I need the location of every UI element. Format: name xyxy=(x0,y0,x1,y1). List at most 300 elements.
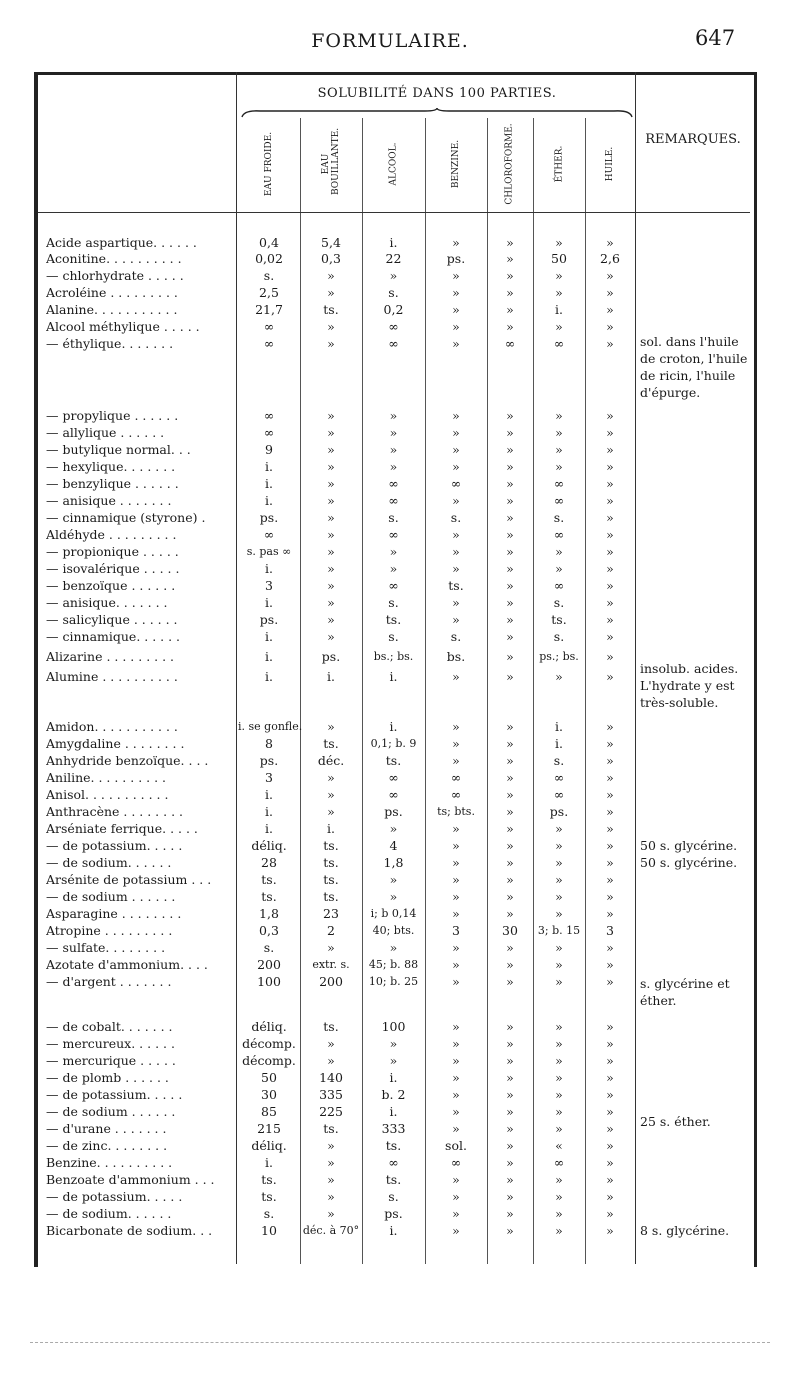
solubility-cell: » xyxy=(452,285,460,300)
solubility-cell: extr. s. xyxy=(312,958,350,971)
substance-name: — allylique . . . . . . xyxy=(46,425,165,440)
solubility-cell: 140 xyxy=(319,1070,343,1085)
solubility-cell: » xyxy=(555,1070,563,1085)
solubility-cell: s. xyxy=(263,1206,275,1221)
solubility-cell: » xyxy=(452,408,460,423)
table-row xyxy=(0,284,800,301)
solubility-cell: 30 xyxy=(502,923,518,938)
substance-name: Bicarbonate de sodium. . . xyxy=(46,1223,213,1238)
solubility-cell: 45; b. 88 xyxy=(368,958,419,971)
solubility-cell: ts. xyxy=(261,1172,277,1187)
solubility-cell: » xyxy=(606,669,614,684)
solubility-cell: ts. xyxy=(385,1172,402,1187)
solubility-cell: » xyxy=(506,1053,514,1068)
solubility-cell: i. xyxy=(265,629,273,644)
solubility-cell: » xyxy=(452,1087,460,1102)
solubility-cell: déc. à 70° xyxy=(302,1224,360,1237)
solubility-cell: » xyxy=(506,736,514,751)
solubility-cell: s. xyxy=(263,268,275,283)
solubility-cell: » xyxy=(506,442,514,457)
table-row xyxy=(0,234,800,251)
solubility-cell: » xyxy=(506,408,514,423)
solubility-cell: i. xyxy=(265,804,273,819)
solubility-cell: » xyxy=(506,669,514,684)
substance-name: Amidon. . . . . . . . . . . xyxy=(46,719,178,734)
solubility-cell: 50 xyxy=(551,251,567,266)
solubility-cell: déliq. xyxy=(251,1019,287,1034)
substance-name: Benzoate d'ammonium . . . xyxy=(46,1172,215,1187)
solubility-cell: » xyxy=(389,408,398,423)
solubility-cell: 1,8 xyxy=(383,855,404,870)
table-row xyxy=(0,1171,800,1188)
solubility-cell: » xyxy=(452,1104,460,1119)
substance-name: — mercureux. . . . . . xyxy=(46,1036,175,1051)
solubility-cell: » xyxy=(452,235,460,250)
substance-name: — de sodium. . . . . . xyxy=(46,1206,172,1221)
solubility-cell: sol. xyxy=(445,1138,467,1153)
substance-name: — de sodium. . . . . . xyxy=(46,855,172,870)
solubility-cell: » xyxy=(506,1155,514,1170)
table-row xyxy=(0,786,800,803)
solubility-cell: ∞ xyxy=(553,770,565,785)
table-row xyxy=(0,560,800,577)
solubility-cell: » xyxy=(452,493,460,508)
solubility-cell: » xyxy=(555,940,563,955)
solubility-cell: i. xyxy=(555,719,563,734)
solubility-cell: ps. xyxy=(384,1206,403,1221)
solubility-cell: » xyxy=(555,957,563,972)
solubility-cell: ∞ xyxy=(388,578,399,593)
solubility-cell: » xyxy=(327,336,335,351)
solubility-cell: » xyxy=(452,1206,460,1221)
solubility-cell: » xyxy=(606,1036,614,1051)
substance-name: Atropine . . . . . . . . . xyxy=(46,923,173,938)
solubility-cell: » xyxy=(506,1172,514,1187)
solubility-cell: » xyxy=(506,612,514,627)
solubility-cell: 50 xyxy=(261,1070,277,1085)
solubility-cell: » xyxy=(452,1121,460,1136)
solubility-cell: ∞ xyxy=(388,527,399,542)
solubility-cell: s. xyxy=(388,595,399,610)
solubility-cell: » xyxy=(327,770,335,785)
solubility-cell: « xyxy=(555,1138,563,1153)
solubility-cell: » xyxy=(606,1121,614,1136)
solubility-cell: » xyxy=(606,1138,614,1153)
substance-name: — d'urane . . . . . . . xyxy=(46,1121,167,1136)
solubility-cell: ts. xyxy=(323,872,339,887)
solubility-cell: i; b 0,14 xyxy=(370,907,417,920)
solubility-cell: » xyxy=(327,1206,335,1221)
solubility-cell: » xyxy=(555,1036,563,1051)
solubility-cell: » xyxy=(452,906,460,921)
solubility-cell: » xyxy=(327,719,335,734)
column-header: BENZINE. xyxy=(451,139,461,189)
solubility-cell: 333 xyxy=(381,1121,406,1136)
solubility-cell: » xyxy=(506,425,514,440)
table-row xyxy=(0,803,800,820)
substance-name: — anisique. . . . . . . xyxy=(46,595,168,610)
solubility-cell: » xyxy=(606,1155,614,1170)
solubility-cell: » xyxy=(389,872,398,887)
solubility-cell: » xyxy=(452,940,460,955)
solubility-cell: ts; bts. xyxy=(437,805,475,818)
solubility-cell: » xyxy=(506,1036,514,1051)
solubility-cell: » xyxy=(606,906,614,921)
solubility-cell: » xyxy=(506,753,514,768)
solubility-cell: 100 xyxy=(381,1019,406,1034)
solubility-cell: ∞ xyxy=(388,493,399,508)
column-header: ÉTHER. xyxy=(553,145,564,183)
solubility-cell: 0,02 xyxy=(255,251,283,266)
solubility-cell: » xyxy=(452,1223,460,1238)
table-row xyxy=(0,267,800,284)
solubility-cell: » xyxy=(389,1053,398,1068)
solubility-cell: s. xyxy=(388,510,399,525)
solubility-cell: ∞ xyxy=(553,1155,565,1170)
solubility-cell: » xyxy=(327,1053,335,1068)
solubility-cell: » xyxy=(606,459,614,474)
table-row xyxy=(0,407,800,424)
solubility-cell: i. xyxy=(265,821,273,836)
substance-name: Anisol. . . . . . . . . . . xyxy=(46,787,169,802)
solubility-cell: » xyxy=(327,595,335,610)
solubility-cell: ts. xyxy=(323,838,339,853)
solubility-cell: » xyxy=(389,889,398,904)
table-row xyxy=(0,250,800,267)
substance-name: — isovalérique . . . . . xyxy=(46,561,180,576)
solubility-cell: » xyxy=(606,336,614,351)
solubility-cell: ∞ xyxy=(450,770,462,785)
solubility-cell: » xyxy=(452,612,460,627)
solubility-cell: » xyxy=(606,1070,614,1085)
solubility-cell: 0,1; b. 9 xyxy=(370,737,417,750)
remark: insolub. acides. L'hydrate y est très-soluble. xyxy=(640,661,739,710)
solubility-cell: » xyxy=(606,1223,614,1238)
table-row xyxy=(0,458,800,475)
solubility-cell: » xyxy=(506,235,514,250)
solubility-cell: » xyxy=(506,459,514,474)
solubility-cell: 10 xyxy=(261,1223,277,1238)
solubility-cell: » xyxy=(327,1036,335,1051)
solubility-cell: » xyxy=(506,268,514,283)
solubility-cell: i. xyxy=(265,476,273,491)
solubility-cell: 0,4 xyxy=(259,235,279,250)
table-row xyxy=(0,628,800,645)
solubility-cell: » xyxy=(389,459,398,474)
table-row xyxy=(0,1052,800,1069)
solubility-cell: » xyxy=(452,268,460,283)
solubility-cell: » xyxy=(555,425,563,440)
solubility-cell: » xyxy=(452,544,460,559)
substance-name: Amygdaline . . . . . . . . xyxy=(46,736,185,751)
solubility-cell: » xyxy=(327,442,335,457)
solubility-cell: » xyxy=(327,787,335,802)
solubility-cell: » xyxy=(506,1121,514,1136)
solubility-cell: » xyxy=(555,1189,563,1204)
solubility-cell: décomp. xyxy=(242,1036,296,1051)
substance-name: — hexylique. . . . . . . xyxy=(46,459,176,474)
solubility-cell: » xyxy=(555,906,563,921)
remark: 50 s. glycérine. xyxy=(640,855,738,870)
solubility-cell: 3 xyxy=(265,578,273,593)
solubility-cell: 100 xyxy=(257,974,281,989)
solubility-cell: ∞ xyxy=(388,476,399,491)
solubility-cell: » xyxy=(606,595,614,610)
solubility-cell: » xyxy=(452,1070,460,1085)
solubility-cell: déliq. xyxy=(251,1138,287,1153)
solubility-cell: 3; b. 15 xyxy=(537,924,581,937)
solubility-cell: » xyxy=(327,408,335,423)
solubility-cell: » xyxy=(555,974,563,989)
solubility-cell: » xyxy=(327,629,335,644)
solubility-cell: i. se gonfle. xyxy=(238,720,303,733)
solubility-cell: » xyxy=(606,425,614,440)
solubility-cell: » xyxy=(555,268,563,283)
table-row xyxy=(0,1205,800,1222)
solubility-cell: » xyxy=(506,649,514,664)
solubility-cell: déc. xyxy=(317,753,345,768)
solubility-cell: » xyxy=(327,940,335,955)
substance-name: — anisique . . . . . . . xyxy=(46,493,172,508)
solubility-cell: » xyxy=(555,1172,563,1187)
solubility-cell: » xyxy=(452,1019,460,1034)
solubility-cell: » xyxy=(389,940,398,955)
solubility-cell: ps. xyxy=(259,753,279,768)
solubility-cell: i. xyxy=(389,235,398,250)
solubility-cell: » xyxy=(555,285,563,300)
solubility-cell: i. xyxy=(265,595,273,610)
solubility-cell: i. xyxy=(389,1104,398,1119)
remarks-column-title: REMARQUES. xyxy=(645,132,741,147)
solubility-cell: 10; b. 25 xyxy=(368,975,419,988)
substance-name: Azotate d'ammonium. . . . xyxy=(46,957,208,972)
running-head-title: FORMULAIRE. xyxy=(311,30,469,52)
substance-name: — de zinc. . . . . . . . xyxy=(46,1138,168,1153)
solubility-cell: i. xyxy=(389,1223,398,1238)
solubility-cell: » xyxy=(555,561,563,576)
substance-name: — mercurique . . . . . xyxy=(46,1053,176,1068)
solubility-cell: ∞ xyxy=(263,408,275,423)
solubility-cell: 9 xyxy=(265,442,273,457)
solubility-cell: » xyxy=(452,957,460,972)
solubility-cell: ∞ xyxy=(450,787,462,802)
solubility-cell: » xyxy=(452,821,460,836)
solubility-cell: » xyxy=(606,753,614,768)
solubility-cell: ts. xyxy=(385,1138,402,1153)
solubility-cell: » xyxy=(452,872,460,887)
solubility-cell: » xyxy=(606,476,614,491)
solubility-cell: 21,7 xyxy=(255,302,283,317)
solubility-cell: » xyxy=(506,527,514,542)
solubility-cell: ts. xyxy=(323,1019,339,1034)
table-row xyxy=(0,888,800,905)
substance-name: — benzylique . . . . . . xyxy=(46,476,179,491)
substance-name: — de potassium. . . . . xyxy=(46,1189,183,1204)
solubility-cell: » xyxy=(327,804,335,819)
column-header: EAU BOUILLANTE. xyxy=(321,127,341,195)
table-row xyxy=(0,1018,800,1035)
solubility-cell: ps. xyxy=(259,510,279,525)
solubility-cell: b. 2 xyxy=(381,1087,406,1102)
solubility-cell: 2 xyxy=(327,923,335,938)
column-header: HUILE. xyxy=(605,146,615,182)
table-row xyxy=(0,735,800,752)
solubility-cell: » xyxy=(506,957,514,972)
solubility-cell: » xyxy=(606,719,614,734)
solubility-cell: » xyxy=(606,787,614,802)
solubility-cell: » xyxy=(327,1172,335,1187)
substance-name: — éthylique. . . . . . . xyxy=(46,336,174,351)
solubility-cell: 3 xyxy=(606,923,614,938)
solubility-cell: » xyxy=(452,974,460,989)
solubility-cell: ps. xyxy=(259,612,279,627)
solubility-cell: » xyxy=(606,872,614,887)
table-row xyxy=(0,611,800,628)
solubility-cell: » xyxy=(555,669,563,684)
solubility-cell: » xyxy=(606,821,614,836)
solubility-cell: i. xyxy=(265,493,273,508)
solubility-cell: » xyxy=(555,1206,563,1221)
solubility-cell: » xyxy=(606,527,614,542)
table-row xyxy=(0,594,800,611)
solubility-cell: i. xyxy=(265,669,273,684)
solubility-cell: s. pas ∞ xyxy=(246,545,292,558)
solubility-cell: ∞ xyxy=(504,336,516,351)
substance-name: Alanine. . . . . . . . . . . xyxy=(46,302,178,317)
solubility-cell: » xyxy=(327,612,335,627)
solubility-cell: » xyxy=(606,1053,614,1068)
solubility-cell: » xyxy=(555,544,563,559)
solubility-cell: » xyxy=(389,1036,398,1051)
remark: s. glycérine et éther. xyxy=(640,976,730,1008)
solubility-cell: 335 xyxy=(319,1087,343,1102)
solubility-cell: » xyxy=(606,629,614,644)
solubility-cell: i. xyxy=(555,736,563,751)
substance-name: — de sodium . . . . . . xyxy=(46,1104,176,1119)
solubility-cell: 5,4 xyxy=(321,235,341,250)
solubility-cell: » xyxy=(506,974,514,989)
solubility-cell: » xyxy=(327,1138,335,1153)
table-row xyxy=(0,939,800,956)
solubility-cell: » xyxy=(506,1223,514,1238)
solubility-cell: » xyxy=(555,319,563,334)
solubility-cell: » xyxy=(452,736,460,751)
solubility-cell: 200 xyxy=(257,957,281,972)
solubility-cell: i. xyxy=(265,649,273,664)
solubility-cell: » xyxy=(606,408,614,423)
solubility-cell: ps. xyxy=(384,804,403,819)
substance-name: Arséniate ferrique. . . . . xyxy=(46,821,198,836)
solubility-cell: ∞ xyxy=(553,336,565,351)
solubility-cell: 225 xyxy=(319,1104,343,1119)
solubility-cell: » xyxy=(452,442,460,457)
table-row xyxy=(0,752,800,769)
solubility-cell: » xyxy=(452,1053,460,1068)
solubility-cell: i. xyxy=(265,787,273,802)
table-row xyxy=(0,475,800,492)
solubility-cell: » xyxy=(506,1087,514,1102)
solubility-cell: » xyxy=(555,1104,563,1119)
solubility-cell: s. xyxy=(388,285,399,300)
solubility-cell: ts. xyxy=(323,302,339,317)
solubility-cell: 2,6 xyxy=(600,251,620,266)
solubility-cell: bs.; bs. xyxy=(373,650,414,663)
solubility-cell: » xyxy=(506,838,514,853)
solubility-cell: » xyxy=(606,561,614,576)
substance-name: Alumine . . . . . . . . . . xyxy=(46,669,178,684)
solubility-cell: s. xyxy=(388,1189,399,1204)
solubility-cell: ts. xyxy=(385,753,402,768)
solubility-cell: ∞ xyxy=(553,476,565,491)
solubility-cell: » xyxy=(506,476,514,491)
solubility-cell: ∞ xyxy=(553,578,565,593)
solubility-cell: » xyxy=(327,1155,335,1170)
solubility-cell: » xyxy=(555,442,563,457)
remark: 50 s. glycérine. xyxy=(640,838,738,853)
solubility-cell: » xyxy=(606,1087,614,1102)
solubility-cell: 1,8 xyxy=(259,906,279,921)
solubility-cell: s. xyxy=(263,940,275,955)
solubility-cell: » xyxy=(606,957,614,972)
solubility-cell: » xyxy=(389,544,398,559)
solubility-cell: » xyxy=(506,940,514,955)
solubility-cell: » xyxy=(327,510,335,525)
solubility-cell: » xyxy=(452,561,460,576)
substance-name: Asparagine . . . . . . . . xyxy=(46,906,182,921)
solubility-cell: » xyxy=(452,595,460,610)
solubility-cell: ∞ xyxy=(553,527,565,542)
solubility-cell: » xyxy=(555,1087,563,1102)
solubility-cell: » xyxy=(606,838,614,853)
solubility-cell: » xyxy=(327,527,335,542)
solubility-cell: » xyxy=(506,906,514,921)
solubility-cell: » xyxy=(555,1053,563,1068)
solubility-cell: » xyxy=(327,459,335,474)
solubility-cell: 8 xyxy=(265,736,273,751)
solubility-cell: i. xyxy=(265,1155,273,1170)
solubility-cell: » xyxy=(506,1019,514,1034)
solubility-cell: » xyxy=(506,493,514,508)
solubility-cell: » xyxy=(389,821,398,836)
solubility-cell: ts. xyxy=(551,612,567,627)
substance-name: Aldéhyde . . . . . . . . . xyxy=(46,527,177,542)
solubility-cell: » xyxy=(555,235,563,250)
substance-name: Aconitine. . . . . . . . . . xyxy=(46,251,182,266)
solubility-cell: » xyxy=(452,425,460,440)
solubility-cell: » xyxy=(606,974,614,989)
solubility-cell: » xyxy=(606,578,614,593)
substance-name: Benzine. . . . . . . . . . xyxy=(46,1155,173,1170)
solubility-cell: » xyxy=(606,544,614,559)
solubility-cell: » xyxy=(606,319,614,334)
substance-name: Alcool méthylique . . . . . xyxy=(46,319,200,334)
solubility-cell: ps.; bs. xyxy=(539,650,579,663)
table-row xyxy=(0,769,800,786)
solubility-cell: » xyxy=(452,855,460,870)
table-row xyxy=(0,301,800,318)
solubility-cell: » xyxy=(555,838,563,853)
solubility-cell: ts. xyxy=(448,578,464,593)
solubility-cell: » xyxy=(327,268,335,283)
solubility-cell: ts. xyxy=(323,855,339,870)
substance-name: — de potassium. . . . . xyxy=(46,1087,183,1102)
solubility-cell: » xyxy=(555,872,563,887)
table-row xyxy=(0,441,800,458)
table-row xyxy=(0,1137,800,1154)
solubility-cell: » xyxy=(606,268,614,283)
solubility-cell: ∞ xyxy=(553,787,565,802)
solubility-cell: 22 xyxy=(385,251,402,266)
